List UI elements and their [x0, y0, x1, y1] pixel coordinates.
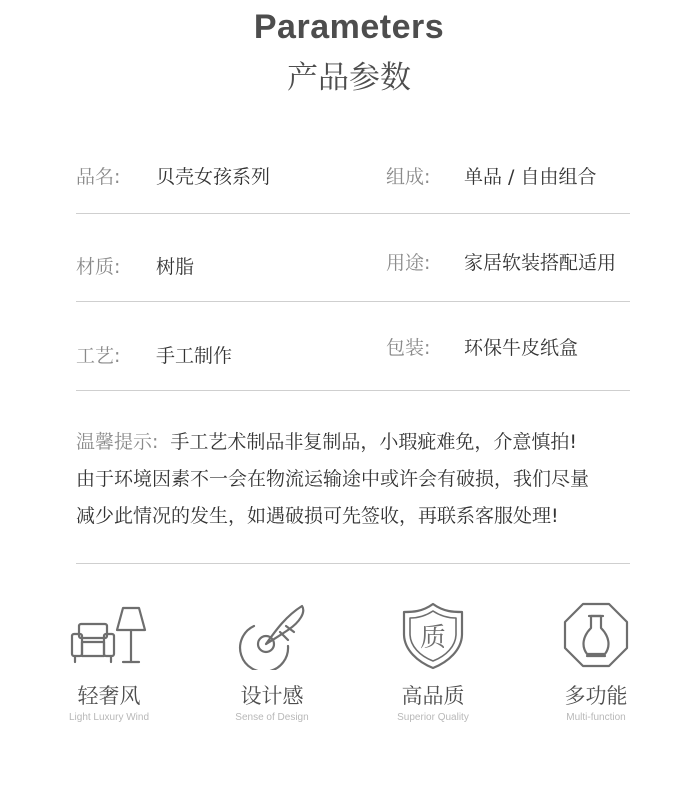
feature-sense-of-design	[197, 600, 347, 723]
page-title-en: Parameters	[253, 8, 445, 46]
feature-subtitle: Superior Quality	[397, 712, 469, 723]
notice-divider	[76, 563, 630, 564]
design-brush-icon	[232, 600, 312, 670]
feature-multi-function	[521, 600, 671, 723]
shield-text: 质	[419, 623, 447, 653]
param-value-packaging: 环保牛皮纸盒	[464, 337, 579, 359]
feature-superior-quality	[358, 600, 508, 723]
feature-title: 高品质	[401, 684, 465, 708]
notice-text-1: 手工艺术制品非复制品，小瑕疵难免，介意慎拍!	[170, 431, 578, 453]
feature-title: 多功能	[564, 684, 628, 708]
param-value-material: 树脂	[156, 256, 195, 278]
notice-block	[76, 424, 636, 535]
page-title-cn: 产品参数	[287, 60, 411, 96]
param-row-2	[76, 212, 630, 302]
feature-title: 轻奢风	[77, 684, 141, 708]
notice-line-1	[76, 424, 636, 461]
feature-subtitle: Light Luxury Wind	[68, 712, 150, 723]
param-value-craft: 手工制作	[156, 345, 233, 367]
param-row-1	[76, 124, 630, 214]
feature-subtitle: Multi-function	[566, 712, 626, 723]
param-row-3	[76, 301, 630, 391]
param-value-composition: 单品 / 自由组合	[464, 166, 597, 188]
param-value-name: 贝壳女孩系列	[156, 166, 271, 188]
param-label-name: 品名:	[76, 166, 121, 188]
sofa-lamp-icon	[67, 600, 151, 670]
param-label-usage: 用途:	[386, 252, 431, 274]
quality-shield-icon	[398, 600, 468, 670]
notice-line-2: 由于环境因素不一会在物流运输途中或许会有破损，我们尽量	[76, 468, 590, 490]
feature-subtitle: Sense of Design	[235, 712, 309, 723]
vase-octagon-icon	[561, 600, 631, 670]
notice-line-3: 减少此情况的发生，如遇破损可先签收，再联系客服处理!	[76, 505, 559, 527]
param-value-usage: 家居软装搭配适用	[464, 252, 617, 274]
param-label-craft: 工艺:	[76, 345, 121, 367]
param-label-packaging: 包装:	[386, 337, 431, 359]
feature-light-luxury	[34, 600, 184, 723]
feature-title: 设计感	[240, 684, 304, 708]
param-label-composition: 组成:	[386, 166, 431, 188]
row-divider	[76, 390, 630, 391]
param-label-material: 材质:	[76, 256, 121, 278]
notice-label: 温馨提示:	[76, 431, 159, 453]
